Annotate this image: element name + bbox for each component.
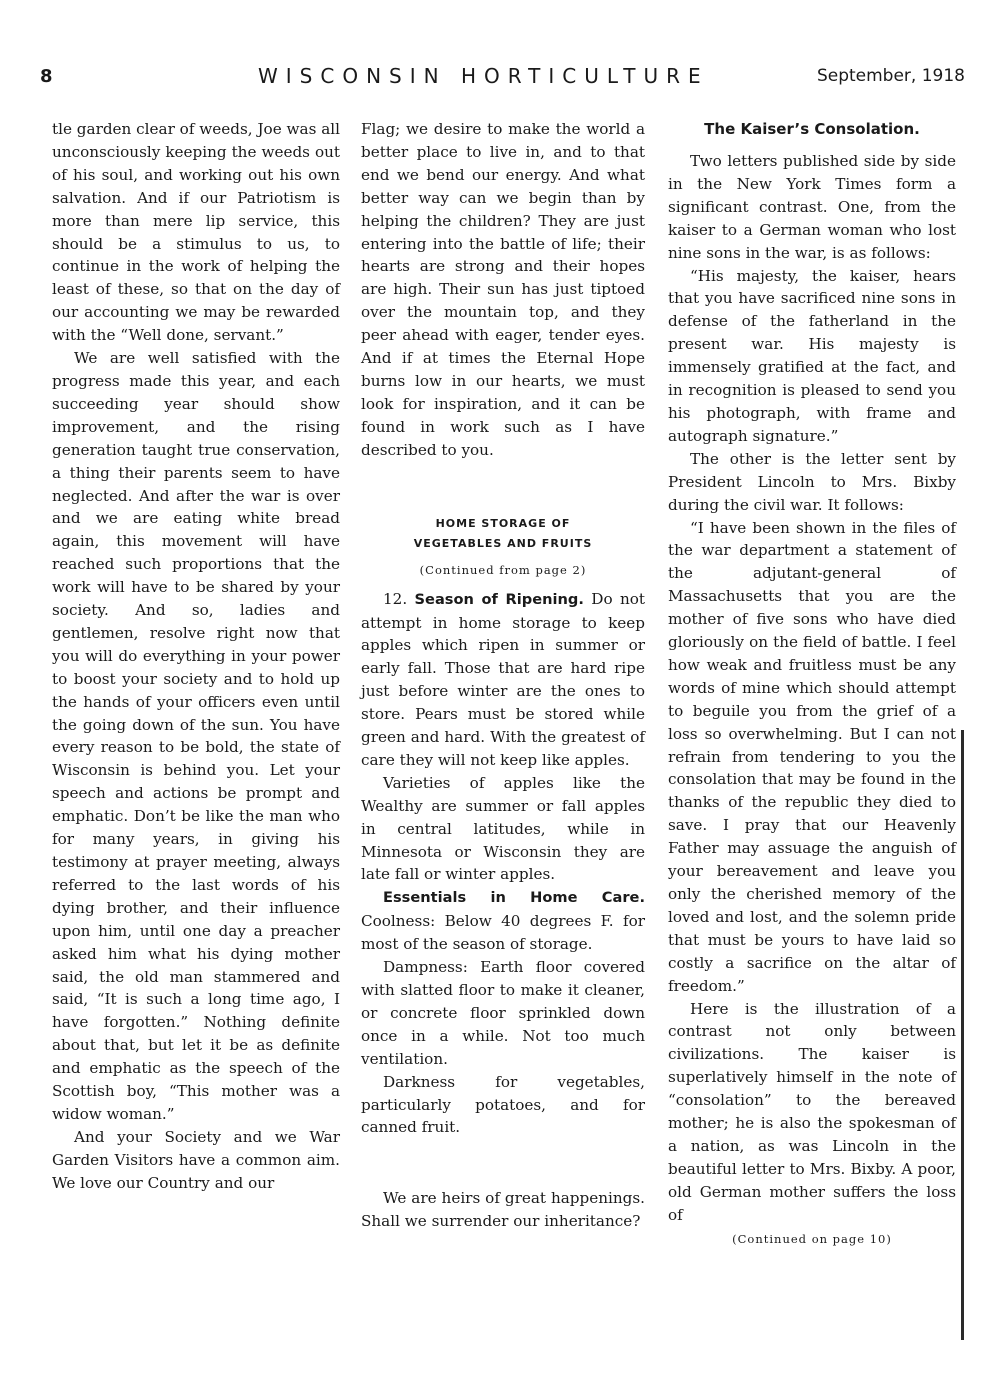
section-title-line: VEGETABLES AND FRUITS — [413, 536, 593, 550]
column-left — [52, 118, 340, 1195]
paragraph: Varieties of apples like the Wealthy are summer or fall apples in central latitudes, while in Minnesota or Wisconsin they are late fall or winter apples. — [361, 773, 645, 884]
spacer — [361, 1139, 645, 1187]
column-middle — [361, 118, 645, 1233]
runin-heading: Season of Ripening. — [414, 590, 584, 608]
paragraph: And your Society and we War Garden Visitors have a common aim. We love our Country and our — [52, 1127, 340, 1192]
issue-date: September, 1918 — [816, 66, 965, 86]
paragraph-text: Coolness: Below 40 degrees F. for most of the season of storage. — [361, 912, 645, 954]
paragraph-essentials — [361, 886, 645, 956]
paragraph: We are heirs of great happenings. Shall we surrender our inheritance? — [361, 1189, 645, 1231]
magazine-title: WISCONSIN HORTICULTURE — [258, 64, 709, 88]
continued-on-note: (Continued on page 10) — [732, 1231, 892, 1246]
paragraph: Darkness for vegetables, particularly potatoes, and for canned fruit. — [361, 1072, 645, 1137]
paragraph-ripening — [361, 588, 645, 772]
column-right — [668, 118, 956, 1249]
article-title: The Kaiser’s Consolation. — [704, 120, 920, 138]
paragraph: Two letters published side by side in the New York Times form a significant contrast. One, from the kaiser to a German woman who lost nine sons in the war, is as follows: — [668, 152, 956, 262]
section-title-line: HOME STORAGE OF — [435, 516, 571, 530]
paragraph: Here is the illustration of a contrast not only between civilizations. The kaiser is superlatively himself in the note of “consolation” to the bereaved mother; he is also the spokesman of a nation, as was Lincoln in the beautiful letter to Mrs. Bixby. A poor, old German mother suffers the loss of — [668, 999, 956, 1224]
paragraph: Dampness: Earth floor covered with slatted floor to make it cleaner, or concrete floor sprinkled down once in a while. Not too much ventilation. — [361, 958, 645, 1068]
page-header — [40, 66, 965, 96]
section-title — [361, 514, 645, 554]
runin-heading: Essentials in Home Care. — [383, 889, 645, 907]
item-number: 12. — [383, 589, 408, 608]
margin-rule — [961, 730, 964, 1340]
page-number: 8 — [40, 66, 53, 87]
paragraph: Flag; we desire to make the world a better place to live in, and to that end we bend our energy. And what better way can we begin than by helping the children? They are just entering into the battle of life; their hearts are strong and their hopes are high. Their sun has just tiptoed over the mountain top, and they peer ahead with eager, tender eyes. And if at times the Eternal Hope burns low in our hearts, we must look for inspiration, and it can be found in work such as I have described to you. — [361, 120, 645, 459]
paragraph: “I have been shown in the files of the war department a statement of the adjutant-general of Massachusetts that you are the mother of five sons who have died gloriously on the field of battle. I feel how weak and fruitless must be any words of mine which should attempt to beguile you from the grief of a loss so overwhelming. But I can not refrain from tendering to you the consolation that may be found in the thanks of the republic they died to save. I pray that our Heavenly Father may assuage the anguish of your bereavement and leave you only the cherished memory of the loved and lost, and the solemn pride that must be yours to have laid so costly a sacrifice on the altar of freedom.” — [668, 518, 956, 995]
paragraph: tle garden clear of weeds, Joe was all unconsciously keeping the weeds out of his soul, and working out his own salvation. And if our Patriotism is more than mere lip service, this should be a stimulus to us, to continue in the work of helping the least of these, so that on the day of our accounting we may be rewarded with the “Well done, servant.” — [52, 120, 340, 345]
continued-from-note: (Continued from page 2) — [419, 562, 587, 577]
paragraph: “His majesty, the kaiser, hears that you have sacrificed nine sons in defense of the fatherland in the present war. His majesty is immensely gratified at the fact, and in recognition is pleased to send you his photograph, with frame and autograph signature.” — [668, 266, 956, 445]
paragraph-text: Do not attempt in home storage to keep apples which ripen in summer or early fall. Those that are hard ripe just before winter are the ones to store. Pears must be stored while green and hard. With the greatest of care they will not keep like apples. — [361, 589, 645, 769]
paragraph: The other is the letter sent by President Lincoln to Mrs. Bixby during the civil war. It follows: — [668, 449, 956, 514]
paragraph: We are well satisfied with the progress made this year, and each succeeding year should show improvement, and the rising generation taught true conservation, a thing their parents seem to have neglected. And after the war is over and we are eating white bread again, this movement will have reached such proportions that the work will have to be shared by your society. And so, ladies and gentlemen, resolve right now that you will do everything in your power to boost your society and to hold up the hands of your officers even until the going down of the sun. You have every reason to be bold, the state of Wisconsin is behind you. Let your speech and actions be prompt and emphatic. Don’t be like the man who for many years, in giving his testimony at prayer meeting, always referred to the last words of his dying brother, and their influence upon him, until one day a preacher asked him what his dying mother said, the old man stammered and said, “It is such a long time ago, I have forgotten.” Nothing definite about that, but let it be as definite and emphatic as the speech of the Scottish boy, “This mother was a widow woman.” — [52, 349, 340, 1123]
